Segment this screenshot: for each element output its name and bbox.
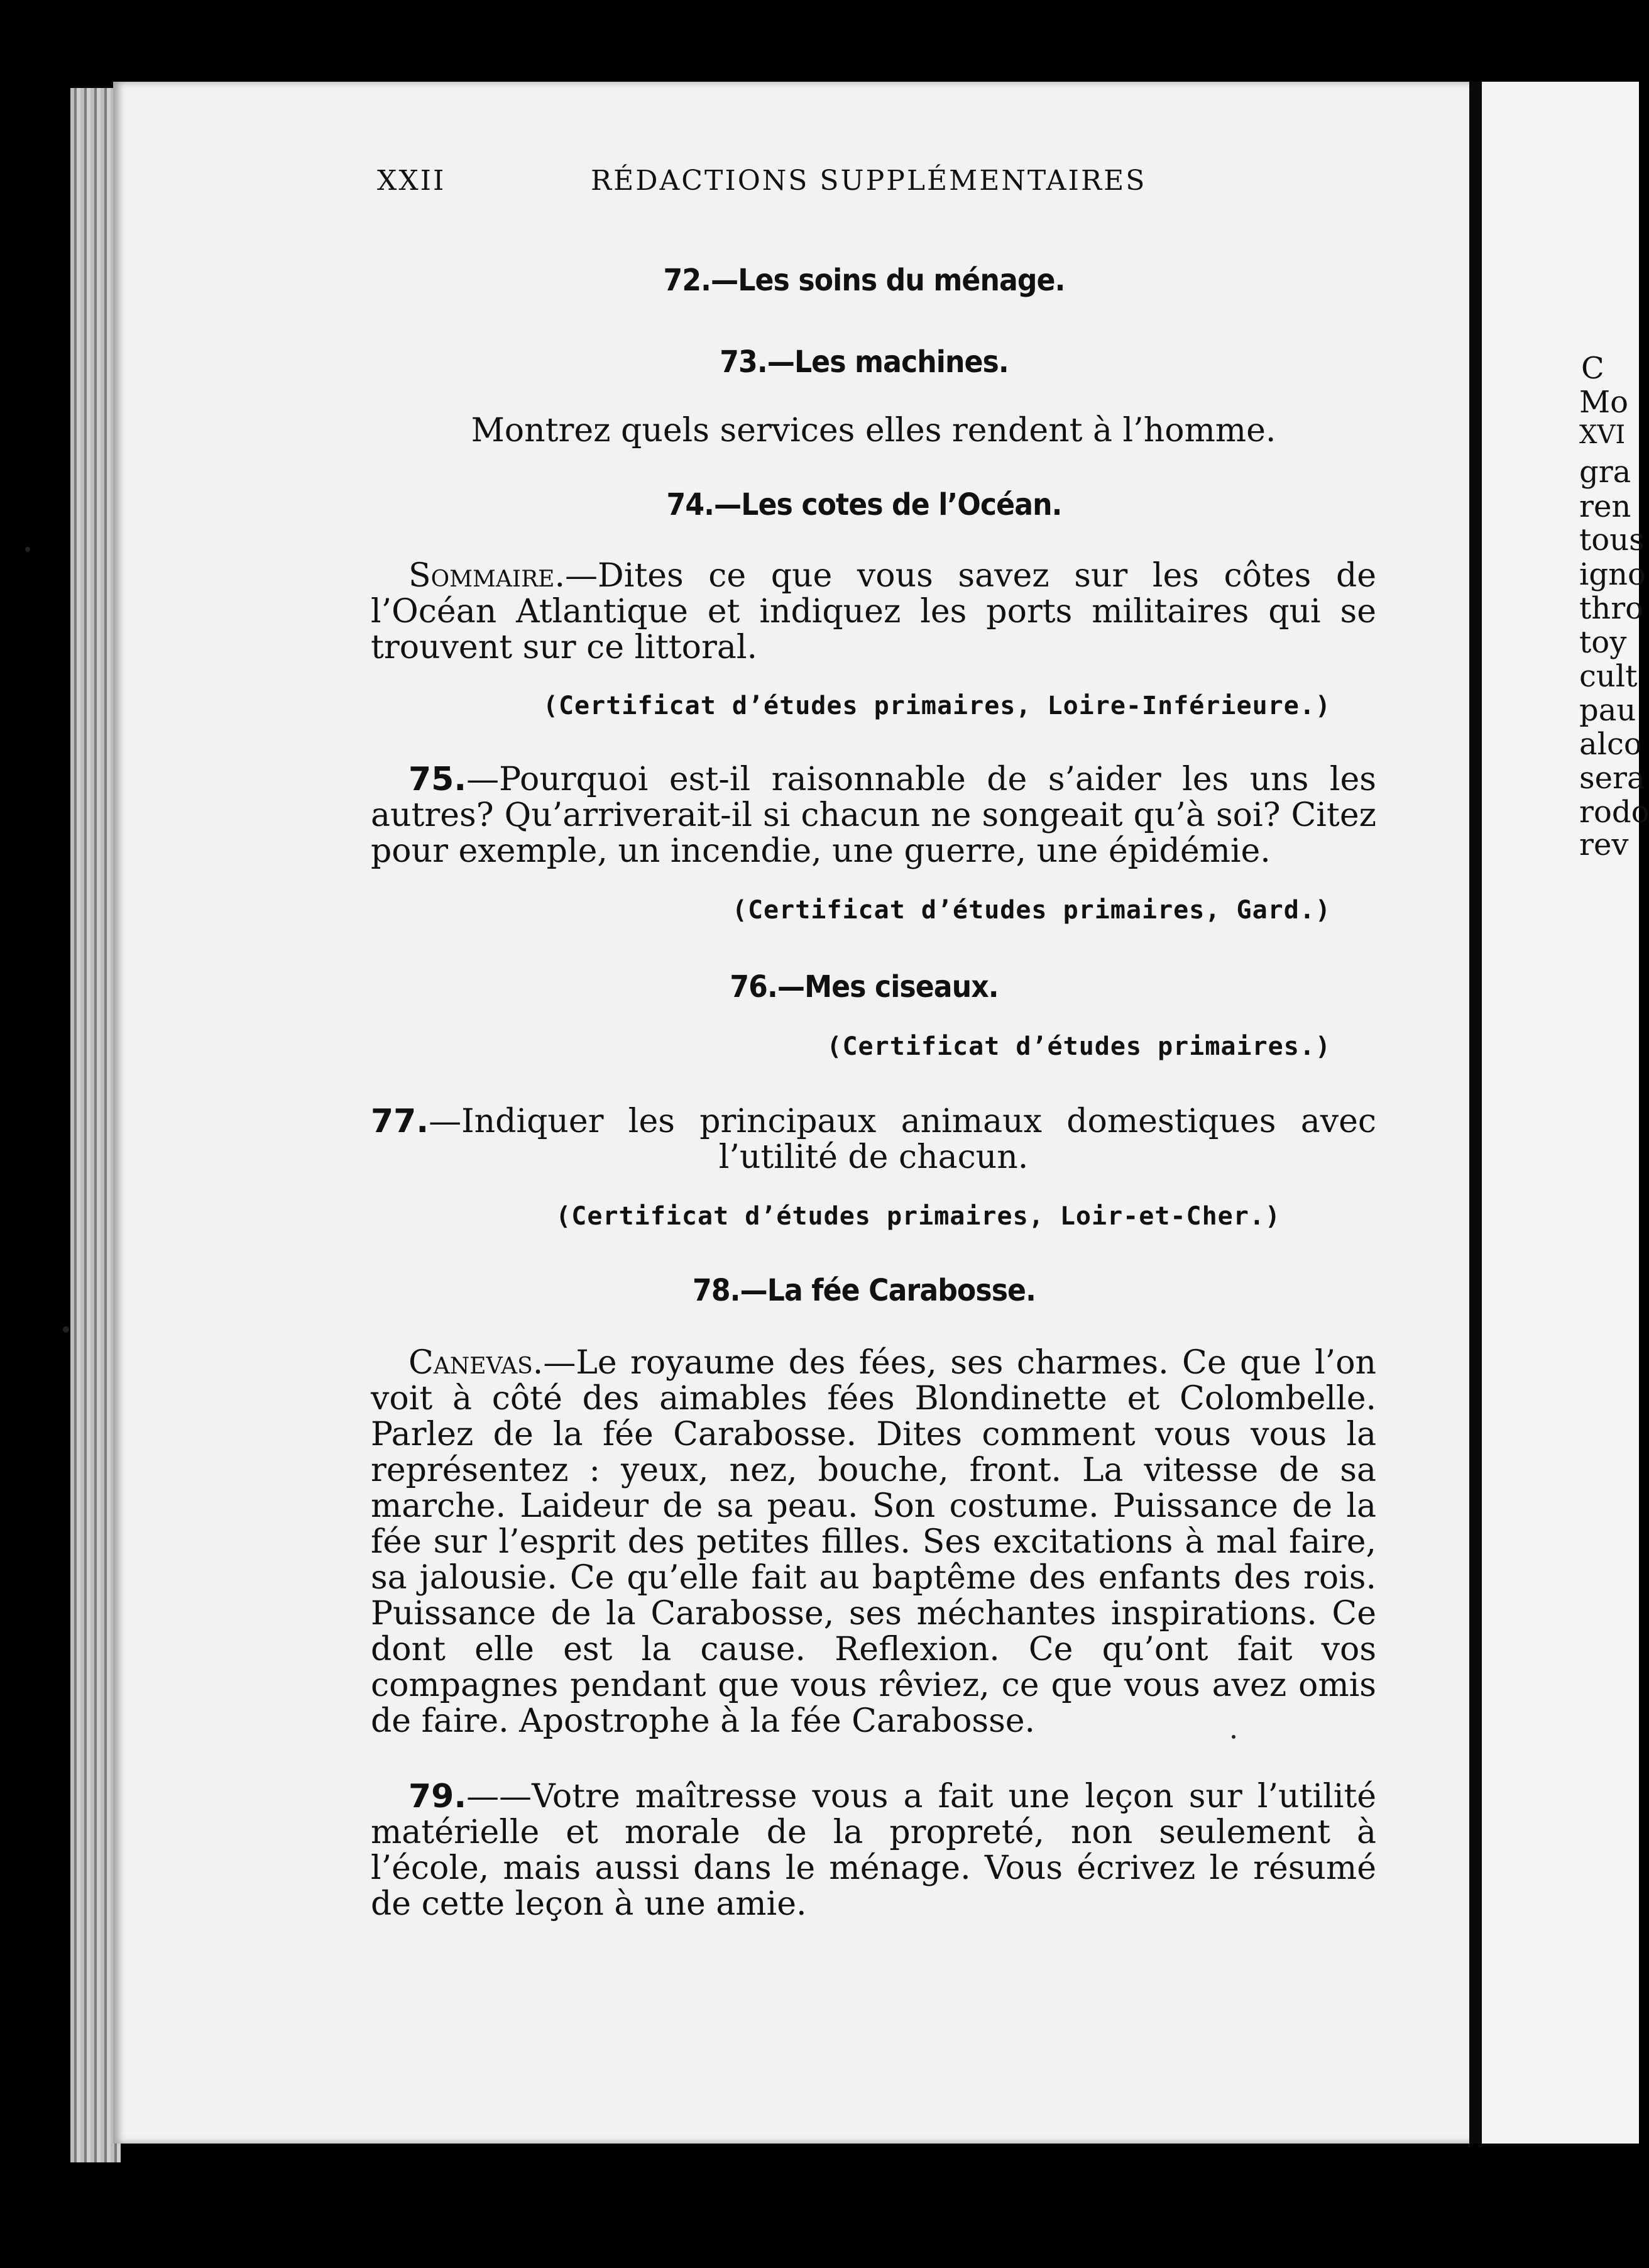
right-fragment: rodo [1579, 795, 1649, 830]
right-fragment: XVI [1579, 421, 1626, 449]
right-fragment: rev [1579, 827, 1629, 862]
right-fragment: alco [1579, 727, 1642, 762]
right-fragment: sera [1579, 761, 1645, 796]
right-fragment: toy [1579, 625, 1627, 660]
paragraph-75-text: —Pourquoi est-il raisonnable de s’aider les uns les autres? Qu’arriverait-il si chacun ne songeait qu’à soi? Citez pour exemple, un incendie, une guerre, une épidémie. [371, 761, 1376, 870]
page-number: XXII [377, 165, 446, 197]
number-79: 79. [408, 1778, 467, 1815]
paragraph-79-text: ——Votre maîtresse vous a fait une leçon sur l’utilité matérielle et morale de la propreté, non seulement à l’école, mais aussi dans le ménage. Vous écrivez le résumé de cette leçon à une amie. [371, 1778, 1376, 1923]
right-fragment: Mo [1579, 385, 1629, 420]
paragraph-77-line-2: l’utilité de chacun. [718, 1138, 1029, 1176]
source-76: (Certificat d’études primaires.) [826, 1032, 1331, 1061]
right-page [1482, 82, 1649, 2144]
source-75: (Certificat d’études primaires, Gard.) [731, 896, 1331, 925]
heading-76: 76.—Mes ciseaux. [730, 969, 999, 1005]
paragraph-78 [371, 1345, 1376, 1739]
right-fragment: gra [1579, 454, 1631, 490]
scan-speck [1232, 1735, 1235, 1739]
right-fragment: igno [1579, 557, 1646, 592]
label-sommaire: Sommaire. [408, 557, 565, 595]
heading-74: 74.—Les cotes de l’Océan. [666, 487, 1062, 522]
paragraph-75 [371, 762, 1376, 869]
label-canevas: Canevas. [408, 1344, 544, 1382]
right-fragment: cult [1579, 659, 1638, 694]
heading-78: 78.—La fée Carabosse. [693, 1273, 1036, 1308]
paragraph-77 [371, 1104, 1376, 1175]
paragraph-74-text: —Dites ce que vous savez sur les côtes de l’Océan Atlantique et indiquez les ports militaires qui se trouvent sur ce littoral. [371, 557, 1376, 666]
source-74: (Certificat d’études primaires, Loire-Inférieure.) [542, 691, 1331, 720]
paragraph-74 [371, 558, 1376, 666]
right-fragment: pau [1579, 693, 1636, 728]
heading-73: 73.—Les machines. [720, 344, 1009, 380]
page-gutter [1469, 82, 1482, 2144]
text-73: Montrez quels services elles rendent à l’homme. [471, 412, 1276, 449]
number-75: 75. [408, 761, 467, 798]
paragraph-78-text: —Le royaume des fées, ses charmes. Ce que l’on voit à côté des aimables fées Blondinette et Colombelle. Parlez de la fée Carabosse. Dites comment vous vous la représentez : yeux, nez, bouche, front. La vitesse de sa marche. Laideur de sa peau. Son costume. Puissance de la fée sur l’esprit des petites filles. Ses excitations à mal faire, sa jalousie. Ce qu’elle fait au baptême des enfants des rois. Puissance de la Carabosse, ses méchantes inspirations. Ce dont elle est la cause. Reflexion. Ce qu’ont fait vos compagnes pendant que vous rêviez, ce que vous avez omis de faire. Apostrophe à la fée Carabosse. [371, 1344, 1376, 1740]
right-fragment: thro [1579, 591, 1644, 626]
right-fragment: tous [1579, 522, 1645, 558]
heading-72: 72.—Les soins du ménage. [663, 263, 1065, 298]
running-title: RÉDACTIONS SUPPLÉMENTAIRES [591, 165, 1147, 197]
paragraph-79 [371, 1779, 1376, 1922]
scan-speck [63, 1326, 69, 1333]
right-fragment: ren [1579, 489, 1631, 524]
paragraph-77-line-1: —Indiquer les principaux animaux domestiques avec [429, 1103, 1376, 1140]
number-77: 77. [371, 1103, 429, 1140]
source-77: (Certificat d’études primaires, Loir-et-Cher.) [556, 1202, 1281, 1231]
right-fragment: C [1581, 351, 1604, 386]
scan-speck [25, 547, 30, 552]
